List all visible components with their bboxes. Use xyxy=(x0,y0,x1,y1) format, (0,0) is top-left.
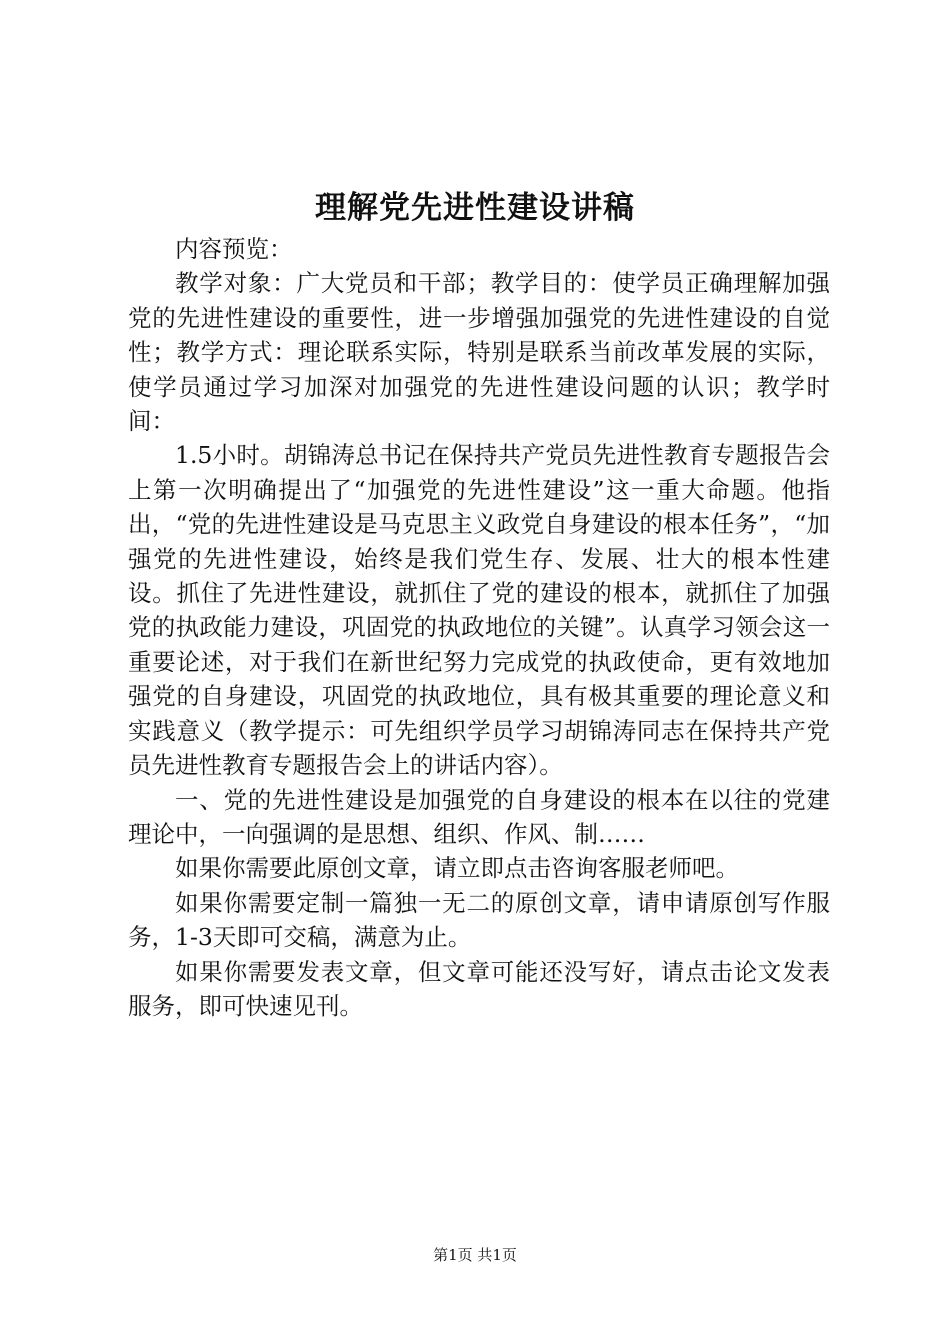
paragraph-promo-custom: 如果你需要定制一篇独一无二的原创文章，请申请原创写作服务，1-3天即可交稿，满意为止。 xyxy=(128,888,830,952)
page-number-footer: 第1页 共1页 xyxy=(433,1246,517,1264)
paragraph-promo-publish: 如果你需要发表文章，但文章可能还没写好，请点击论文发表服务，即可快速见刊。 xyxy=(128,957,830,1020)
paragraph-preview-label: 内容预览： xyxy=(175,235,293,263)
paragraph-main-content: 1.5小时。胡锦涛总书记在保持共产党员先进性教育专题报告会上第一次明确提出了“加强党的先进性建设”这一重大命题。他指出，“党的先进性建设是马克思主义政党自身建设的根本任务”，“加强党的先进性建设，始终是我们党生存、发展、壮大的根本性建设。抓住了先进性建设，就抓住了党的建设的根本，就抓住了加强党的执政能力建设，巩固党的执政地位的关键”。认真学习领会这一重要论述，对于我们在新世纪努力完成党的执政使命，更有效地加强党的自身建设，巩固党的执政地位，具有极其重要的理论意义和实践意义（教学提示：可先组织学员学习胡锦涛同志在保持共产党员先进性教育专题报告会上的讲话内容）。 xyxy=(128,441,830,780)
paragraph-teaching-info: 教学对象：广大党员和干部；教学目的：使学员正确理解加强党的先进性建设的重要性，进一步增强加强党的先进性建设的自觉性；教学方式：理论联系实际，特别是联系当前改革发展的实际，使学员通过学习加深对加强党的先进性建设问题的认识；教学时间： xyxy=(128,269,830,436)
paragraph-promo-consult: 如果你需要此原创文章，请立即点击咨询客服老师吧。 xyxy=(175,854,739,883)
paragraph-section-one: 一、党的先进性建设是加强党的自身建设的根本在以往的党建理论中，一向强调的是思想、组织、作风、制…… xyxy=(128,785,830,848)
document-title: 理解党先进性建设讲稿 xyxy=(315,190,635,226)
document-body xyxy=(128,232,830,1023)
